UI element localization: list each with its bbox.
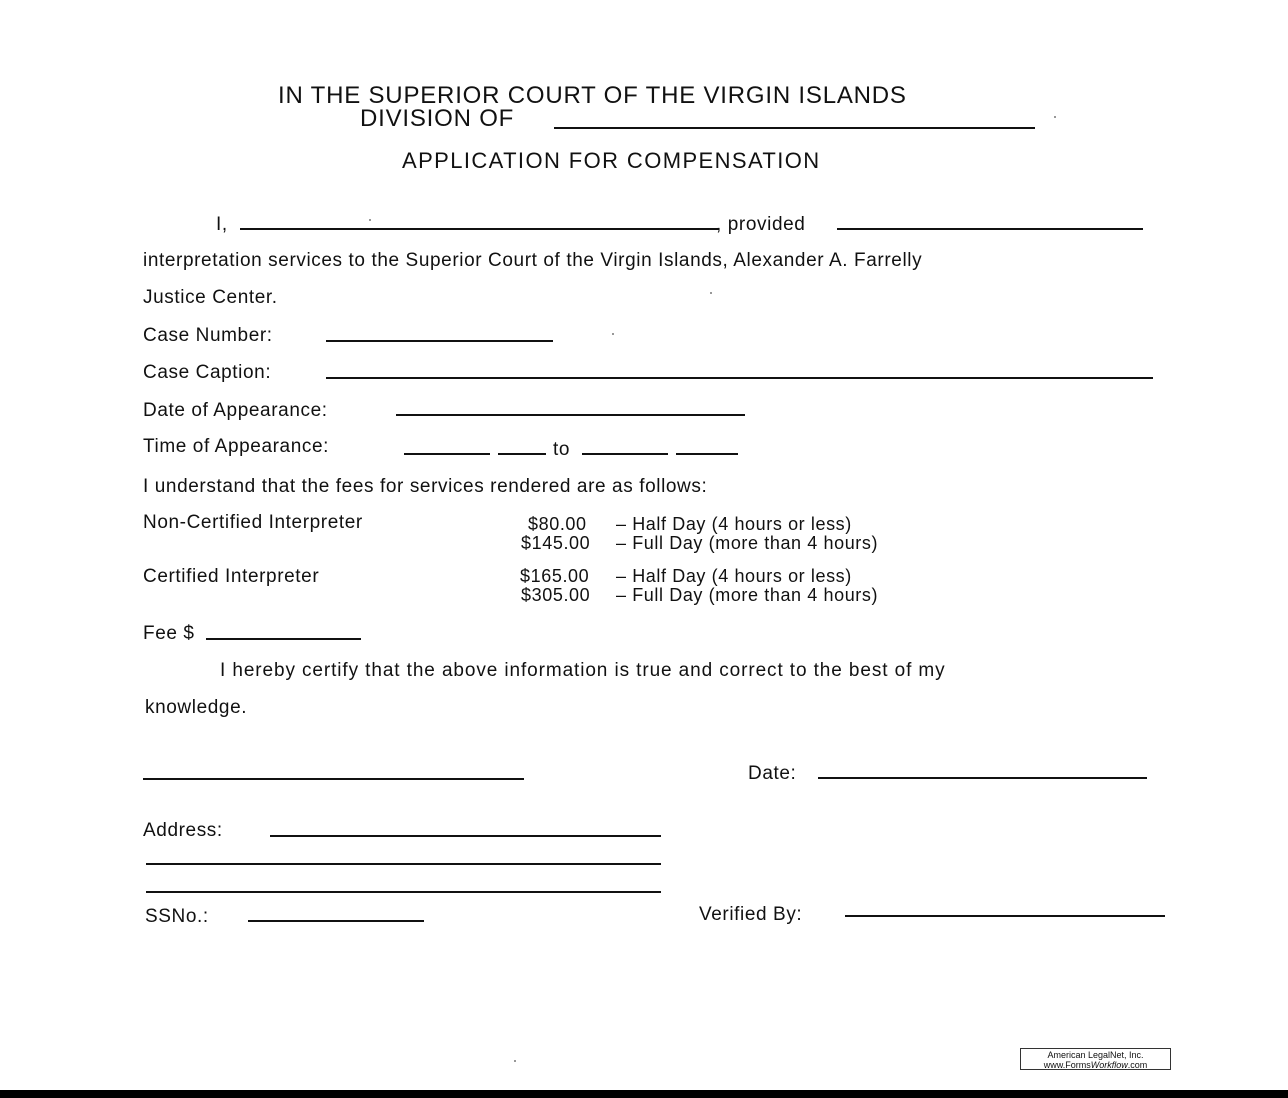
certified-full-amount: $305.00 [521,585,591,605]
date-label: Date: [748,763,797,784]
case-number-line[interactable] [326,340,553,342]
time-start-ampm-line[interactable] [498,453,546,455]
scan-speck [710,292,712,294]
verified-by-line[interactable] [845,915,1165,917]
non-certified-half-desc: – Half Day (4 hours or less) [616,514,852,534]
date-of-appearance-line[interactable] [396,414,745,416]
date-of-appearance-label: Date of Appearance: [143,400,328,421]
fee-label: Fee $ [143,623,195,644]
fees-intro: I understand that the fees for services rendered are as follows: [143,476,708,497]
certification-line-2: knowledge. [145,697,248,718]
scan-bottom-border [0,1090,1288,1098]
division-label: DIVISION OF [360,105,515,132]
court-title: IN THE SUPERIOR COURT OF THE VIRGIN ISLANDS [278,82,907,109]
time-end-ampm-line[interactable] [676,453,738,455]
scan-speck [612,333,614,335]
non-certified-label: Non-Certified Interpreter [143,512,363,533]
badge-site-italic: Workflow [1090,1060,1128,1070]
certified-label: Certified Interpreter [143,566,320,587]
case-caption-label: Case Caption: [143,362,272,383]
scan-speck [514,1060,516,1062]
case-number-label: Case Number: [143,325,273,346]
certification-line-1: I hereby certify that the above information is true and correct to the best of my [220,660,946,681]
interpreter-name-line[interactable] [240,228,718,230]
provided-label: , provided [716,214,806,235]
non-certified-full-desc: – Full Day (more than 4 hours) [616,533,879,553]
badge-site-prefix: www.Forms [1043,1060,1091,1070]
certified-half-amount: $165.00 [520,566,590,586]
badge-site-suffix: .com [1127,1060,1148,1070]
date-line[interactable] [818,777,1147,779]
non-certified-full-amount: $145.00 [521,533,591,553]
provided-line[interactable] [837,228,1143,230]
address-line-1[interactable] [270,835,661,837]
certified-full-desc: – Full Day (more than 4 hours) [616,585,879,605]
statement-line-3: Justice Center. [143,287,278,308]
case-caption-line[interactable] [326,377,1153,379]
badge-company: American LegalNet, Inc. [1047,1050,1144,1060]
time-start-hour-line[interactable] [404,453,490,455]
form-title: APPLICATION FOR COMPENSATION [402,148,821,173]
verified-by-label: Verified By: [699,904,803,925]
division-line[interactable] [554,127,1035,129]
legalnet-badge [1020,1048,1171,1070]
ssn-line[interactable] [248,920,424,922]
scan-speck [369,219,371,221]
fee-line[interactable] [206,638,361,640]
address-line-2[interactable] [146,863,661,865]
badge-site [1021,1060,1170,1070]
i-label: I, [216,214,228,235]
address-line-3[interactable] [146,891,661,893]
statement-line-2: interpretation services to the Superior Court of the Virgin Islands, Alexander A. Farrelly [143,250,923,271]
ssn-label: SSNo.: [145,906,209,927]
address-label: Address: [143,820,223,841]
certified-half-desc: – Half Day (4 hours or less) [616,566,852,586]
non-certified-half-amount: $80.00 [528,514,587,534]
signature-line[interactable] [143,778,524,780]
to-label: to [553,439,571,460]
time-end-hour-line[interactable] [582,453,668,455]
time-of-appearance-label: Time of Appearance: [143,436,330,457]
scan-speck [1054,116,1056,118]
